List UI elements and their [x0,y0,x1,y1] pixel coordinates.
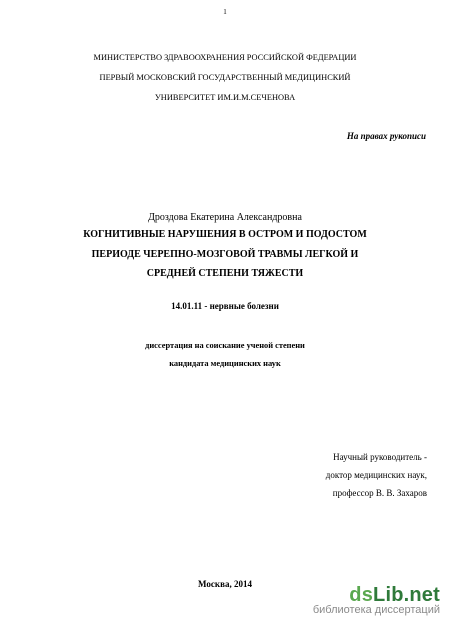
institution-line-1: МИНИСТЕРСТВО ЗДРАВООХРАНЕНИЯ РОССИЙСКОЙ ФЕДЕРАЦИИ [93,53,357,62]
dslib-subtitle: библиотека диссертаций [312,604,440,616]
institution-line-2: ПЕРВЫЙ МОСКОВСКИЙ ГОСУДАРСТВЕННЫЙ МЕДИЦИНСКИЙ [99,73,351,82]
dissertation-line-1: диссертация на соискание ученой степени [145,341,305,350]
supervisor-line-1: Научный руководитель - [333,452,427,462]
page-number: 1 [223,8,227,16]
institution-line-3: УНИВЕРСИТЕТ ИМ.И.М.СЕЧЕНОВА [154,93,296,102]
dslib-watermark [313,584,440,616]
title-line-2: ПЕРИОДЕ ЧЕРЕПНО-МОЗГОВОЙ ТРАВМЫ ЛЕГКОЙ И [91,249,359,260]
author-name: Дроздова Екатерина Александровна [148,212,302,223]
title-line-1: КОГНИТИВНЫЕ НАРУШЕНИЯ В ОСТРОМ И ПОДОСТОМ [83,229,367,240]
city-year: Москва, 2014 [198,579,252,589]
title-line-3: СРЕДНЕЙ СТЕПЕНИ ТЯЖЕСТИ [146,268,304,279]
dslib-logo-prefix: ds [349,584,374,606]
supervisor-line-3: профессор В. В. Захаров [332,488,427,498]
dslib-logo-main: Lib.net [373,584,440,606]
supervisor-line-2: доктор медицинских наук, [325,470,427,480]
rights-note: На правах рукописи [346,131,426,141]
specialty-code: 14.01.11 - нервные болезни [171,301,279,311]
dissertation-line-2: кандидата медицинских наук [169,359,281,368]
